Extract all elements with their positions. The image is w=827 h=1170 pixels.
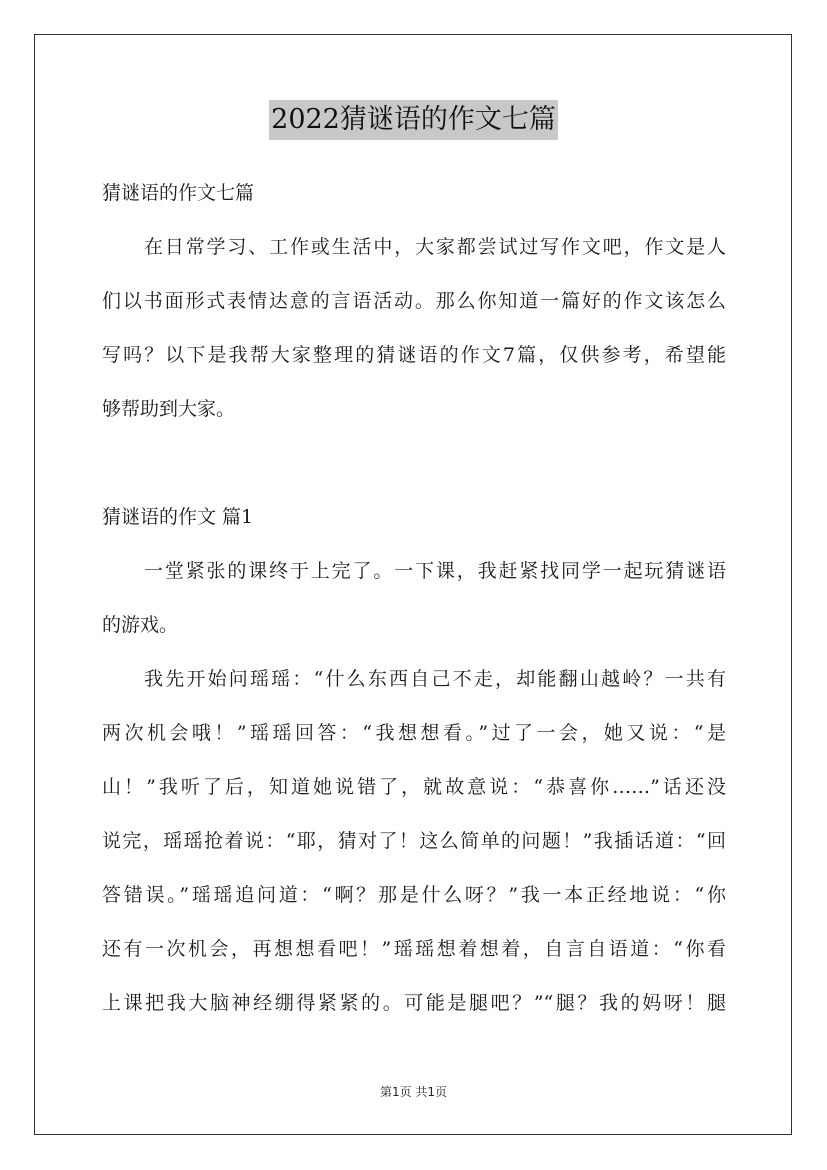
intro-line-4[interactable]: 够帮助到大家。	[102, 398, 236, 420]
para2-line-4[interactable]: 说完，瑶瑶抢着说：“耶，猜对了！这么简单的问题！”我插话道：“回	[102, 830, 726, 852]
intro-line-1[interactable]: 在日常学习、工作或生活中，大家都尝试过写作文吧，作文是人	[144, 236, 726, 258]
document-body	[102, 166, 726, 1030]
document-title[interactable]: 2022猜谜语的作文七篇	[269, 100, 558, 140]
para2-line-7[interactable]: 上课把我大脑神经绷得紧紧的。可能是腿吧？”“腿？我的妈呀！腿	[102, 992, 726, 1014]
section-heading[interactable]: 猜谜语的作文 篇1	[102, 506, 254, 528]
para2-line-5[interactable]: 答错误。”瑶瑶追问道：“啊？那是什么呀？”我一本正经地说：“你	[102, 884, 726, 906]
para2-line-1[interactable]: 我先开始问瑶瑶：“什么东西自己不走，却能翻山越岭？一共有	[144, 668, 726, 690]
section-spacer	[102, 436, 726, 490]
page-footer	[0, 1083, 827, 1100]
para1-line-1[interactable]: 一堂紧张的课终于上完了。一下课，我赶紧找同学一起玩猜谜语	[144, 560, 726, 582]
para2-line-3[interactable]: 山！”我听了后，知道她说错了，就故意说：“恭喜你……”话还没	[102, 776, 726, 798]
para2-line-2[interactable]: 两次机会哦！”瑶瑶回答：“我想想看。”过了一会，她又说：“是	[102, 722, 726, 744]
intro-line-2[interactable]: 们以书面形式表情达意的言语活动。那么你知道一篇好的作文该怎么	[102, 290, 726, 312]
document-subtitle[interactable]: 猜谜语的作文七篇	[102, 182, 255, 204]
title-container	[0, 100, 827, 140]
para1-line-2[interactable]: 的游戏。	[102, 614, 179, 636]
page-number: 第1页 共1页	[379, 1085, 448, 1099]
para2-line-6[interactable]: 还有一次机会，再想想看吧！”瑶瑶想着想着，自言自语道：“你看	[102, 938, 726, 960]
intro-line-3[interactable]: 写吗？以下是我帮大家整理的猜谜语的作文7篇，仅供参考，希望能	[102, 344, 726, 366]
